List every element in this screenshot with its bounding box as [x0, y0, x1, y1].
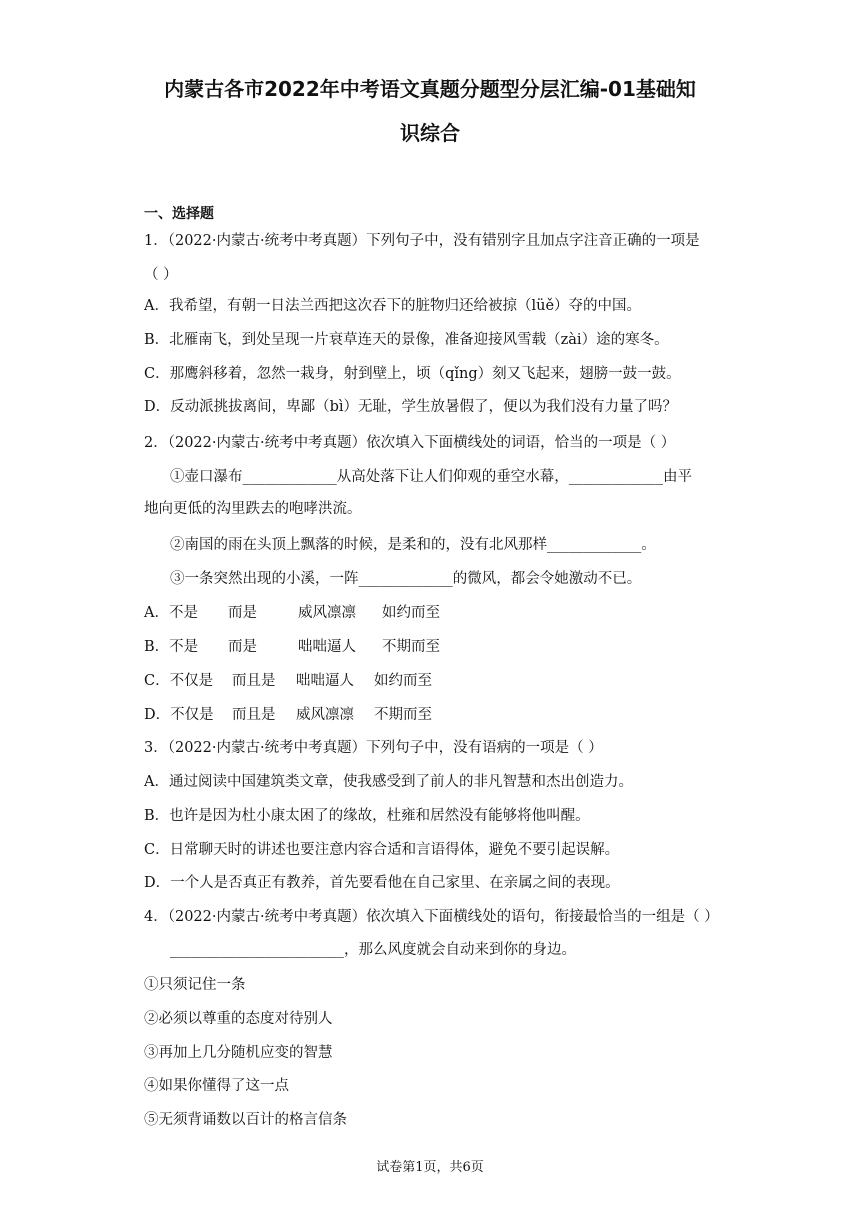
- q1-option-a: A．我希望，有朝一日法兰西把这次吞下的脏物归还给被掠（lüě）夺的中国。: [144, 298, 642, 314]
- q1-option-c: C．那鹰斜移着，忽然一栽身，射到壁上，顷（qǐng）刻又飞起来，翅膀一鼓一鼓。: [144, 366, 681, 382]
- q3-stem: 3．（2022·内蒙古·统考中考真题）下列句子中，没有语病的一项是（ ）: [144, 740, 603, 756]
- q4-blank-sentence: ________________________，那么风度就会自动来到你的身边。: [170, 942, 576, 958]
- q3-option-c: C．日常聊天时的讲述也要注意内容合适和言语得体，避免不要引起误解。: [144, 842, 620, 858]
- doc-title-line1: 内蒙古各市2022年中考语文真题分题型分层汇编-01基础知: [164, 77, 696, 101]
- q2-stem: 2．（2022·内蒙古·统考中考真题）依次填入下面横线处的词语，恰当的一项是（ ）: [144, 435, 676, 451]
- q1-stem: 1．（2022·内蒙古·统考中考真题）下列句子中，没有错别字且加点字注音正确的一项是: [144, 233, 700, 249]
- doc-title-line2: 识综合: [400, 121, 460, 145]
- q3-option-a: A．通过阅读中国建筑类文章，使我感受到了前人的非凡智慧和杰出创造力。: [144, 774, 633, 790]
- q4-item-4: ④如果你懂得了这一点: [144, 1078, 289, 1094]
- q2-option-d: D．不仅是 而且是 威风凛凛 不期而至: [144, 707, 432, 723]
- q4-item-1: ①只须记住一条: [144, 977, 246, 993]
- q3-option-b: B．也许是因为杜小康太困了的缘故，杜雍和居然没有能够将他叫醒。: [144, 808, 590, 824]
- q1-option-b: B．北雁南飞，到处呈现一片衰草连天的景像，准备迎接风雪载（zài）途的寒冬。: [144, 332, 669, 348]
- q2-option-a: A．不是 而是 威风凛凛 如约而至: [144, 605, 440, 621]
- q2-option-b: B．不是 而是 咄咄逼人 不期而至: [144, 639, 440, 655]
- q1-option-d: D．反动派挑拔离间，卑鄙（bì）无耻，学生放暑假了，便以为我们没有力量了吗？: [144, 399, 678, 415]
- q4-item-3: ③再加上几分随机应变的智慧: [144, 1045, 333, 1061]
- q1-paren: （ ）: [144, 267, 178, 283]
- q3-option-d: D．一个人是否真正有教养，首先要看他在自己家里、在亲属之间的表现。: [144, 875, 620, 891]
- section-heading: 一、选择题: [144, 206, 214, 222]
- page-footer: 试卷第1页，共6页: [376, 1160, 484, 1175]
- q4-item-2: ②必须以尊重的态度对待别人: [144, 1011, 333, 1027]
- q2-option-c: C．不仅是 而且是 咄咄逼人 如约而至: [144, 673, 432, 689]
- q2-sentence-3: ③一条突然出现的小溪，一阵_____________的微风，都会令她激动不已。: [170, 571, 642, 587]
- q4-item-5: ⑤无须背诵数以百计的格言信条: [144, 1112, 347, 1128]
- q2-sentence-2: ②南国的雨在头顶上飘落的时候，是柔和的，没有北风那样_____________。: [170, 537, 656, 553]
- q4-stem: 4．（2022·内蒙古·统考中考真题）依次填入下面横线处的语句，衔接最恰当的一组是（ ）: [144, 909, 719, 925]
- q2-sentence-1b: 地向更低的沟里跌去的咆哮洪流。: [144, 501, 362, 517]
- q2-sentence-1a: ①壶口瀑布_____________从高处落下让人们仰观的垂空水幕，_____________由平: [170, 469, 692, 485]
